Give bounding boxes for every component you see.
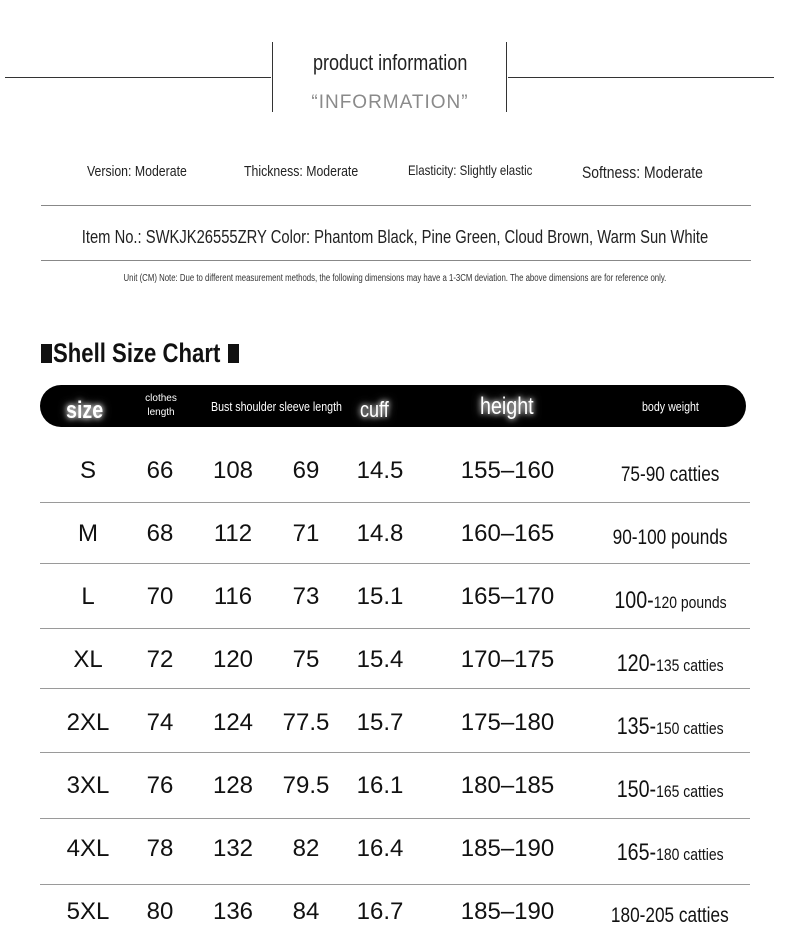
cell-cuff: 15.4	[356, 646, 404, 673]
cell-height: 175–180	[460, 709, 555, 736]
header-size: size	[66, 397, 104, 424]
table-row	[40, 819, 750, 879]
cell-bust: 112	[213, 520, 253, 547]
size-chart-header	[40, 385, 746, 427]
cell-cuff: 14.5	[356, 457, 404, 484]
weight-value: 75-90 catties	[620, 463, 720, 486]
cell-bust: 124	[212, 709, 254, 736]
header-clothes-length: clothes length	[145, 393, 177, 418]
weight-value: 120-	[616, 650, 656, 677]
cell-sleeve: 77.5	[282, 709, 330, 736]
row-divider	[40, 688, 750, 689]
cell-height: 185–190	[460, 835, 555, 862]
cell-length: 66	[146, 457, 174, 484]
row-divider	[40, 563, 750, 564]
cell-sleeve: 71	[292, 520, 320, 547]
row-divider	[40, 818, 750, 819]
cell-weight	[580, 902, 760, 930]
cell-size: 3XL	[66, 772, 110, 799]
table-row	[40, 567, 750, 627]
table-row	[40, 504, 750, 564]
attr-elasticity: Elasticity: Slightly elastic	[408, 162, 533, 178]
weight-value-suffix: 165 catties	[655, 782, 724, 801]
cell-length: 76	[146, 772, 174, 799]
item-info: Item No.: SWKJK26555ZRY Color: Phantom Black, Pine Green, Cloud Brown, Warm Sun White	[81, 227, 709, 247]
cell-bust: 132	[212, 835, 254, 862]
table-row	[40, 756, 750, 816]
cell-cuff: 15.1	[356, 583, 404, 610]
measurement-note: Unit (CM) Note: Due to different measurement methods, the following dimensions may have a 1-3CM deviation. The above dimensions are for reference only.	[123, 273, 667, 284]
table-row	[40, 630, 750, 690]
cell-length: 80	[146, 898, 174, 925]
page-title: product information	[312, 50, 468, 75]
row-divider	[40, 628, 750, 629]
weight-value: 135-	[616, 713, 656, 740]
cell-height: 160–165	[460, 520, 555, 547]
cell-size: XL	[73, 646, 103, 673]
cell-height: 185–190	[460, 898, 555, 925]
cell-sleeve: 69	[292, 457, 320, 484]
weight-value-suffix: 180 catties	[655, 845, 724, 864]
size-chart-title: Shell Size Chart	[40, 338, 257, 369]
cell-sleeve: 79.5	[282, 772, 330, 799]
cell-sleeve: 84	[292, 898, 320, 925]
cell-weight	[580, 587, 760, 617]
header-cuff: cuff	[360, 397, 389, 422]
cell-height: 180–185	[460, 772, 555, 799]
row-divider	[40, 752, 750, 753]
bracket-icon	[41, 344, 52, 363]
page-subtitle: “INFORMATION”	[311, 92, 469, 113]
cell-sleeve: 82	[292, 835, 320, 862]
cell-cuff: 16.7	[356, 898, 404, 925]
cell-bust: 108	[212, 457, 254, 484]
cell-weight	[580, 839, 760, 869]
cell-weight	[580, 650, 760, 680]
weight-value: 150-	[616, 776, 656, 803]
weight-value: 100-	[613, 587, 654, 614]
weight-value-suffix: 135 catties	[655, 656, 724, 675]
table-row	[40, 693, 750, 753]
divider	[41, 260, 751, 261]
cell-bust: 136	[212, 898, 254, 925]
weight-value: 180-205 catties	[611, 904, 729, 927]
cell-cuff: 15.7	[356, 709, 404, 736]
cell-size: 4XL	[66, 835, 110, 862]
bracket-icon	[228, 344, 239, 363]
table-row	[40, 882, 750, 942]
weight-value-suffix: 150 catties	[655, 719, 724, 738]
cell-cuff: 14.8	[356, 520, 404, 547]
cell-length: 74	[146, 709, 174, 736]
cell-size: L	[81, 583, 95, 610]
weight-value: 90-100 pounds	[612, 526, 728, 549]
cell-bust: 128	[212, 772, 254, 799]
cell-length: 72	[146, 646, 174, 673]
cell-length: 68	[146, 520, 174, 547]
header-right-rule	[508, 77, 774, 78]
attr-thickness: Thickness: Moderate	[244, 163, 359, 180]
row-divider	[40, 502, 750, 503]
divider	[41, 205, 751, 206]
weight-value-suffix: 120 pounds	[653, 593, 727, 612]
cell-size: M	[78, 520, 98, 547]
cell-height: 155–160	[460, 457, 555, 484]
cell-length: 78	[146, 835, 174, 862]
header-body-weight: body weight	[642, 399, 699, 414]
header-left-rule	[5, 77, 271, 78]
attr-softness: Softness: Moderate	[582, 163, 703, 182]
cell-height: 170–175	[460, 646, 555, 673]
header-bust-shoulder-sleeve: Bust shoulder sleeve length	[211, 399, 342, 414]
cell-bust: 116	[213, 583, 253, 610]
cell-length: 70	[146, 583, 174, 610]
cell-height: 165–170	[460, 583, 555, 610]
table-row	[40, 441, 750, 501]
cell-weight	[580, 461, 760, 489]
cell-cuff: 16.4	[356, 835, 404, 862]
cell-bust: 120	[212, 646, 254, 673]
cell-cuff: 16.1	[356, 772, 404, 799]
header-height: height	[480, 393, 534, 420]
cell-sleeve: 73	[292, 583, 320, 610]
cell-weight	[580, 713, 760, 743]
cell-size: S	[79, 457, 96, 484]
weight-value: 165-	[616, 839, 656, 866]
cell-weight	[580, 524, 760, 552]
cell-weight	[580, 776, 760, 806]
cell-size: 5XL	[66, 898, 110, 925]
row-divider	[40, 884, 750, 885]
attr-version: Version: Moderate	[87, 163, 187, 180]
cell-sleeve: 75	[292, 646, 320, 673]
cell-size: 2XL	[66, 709, 110, 736]
